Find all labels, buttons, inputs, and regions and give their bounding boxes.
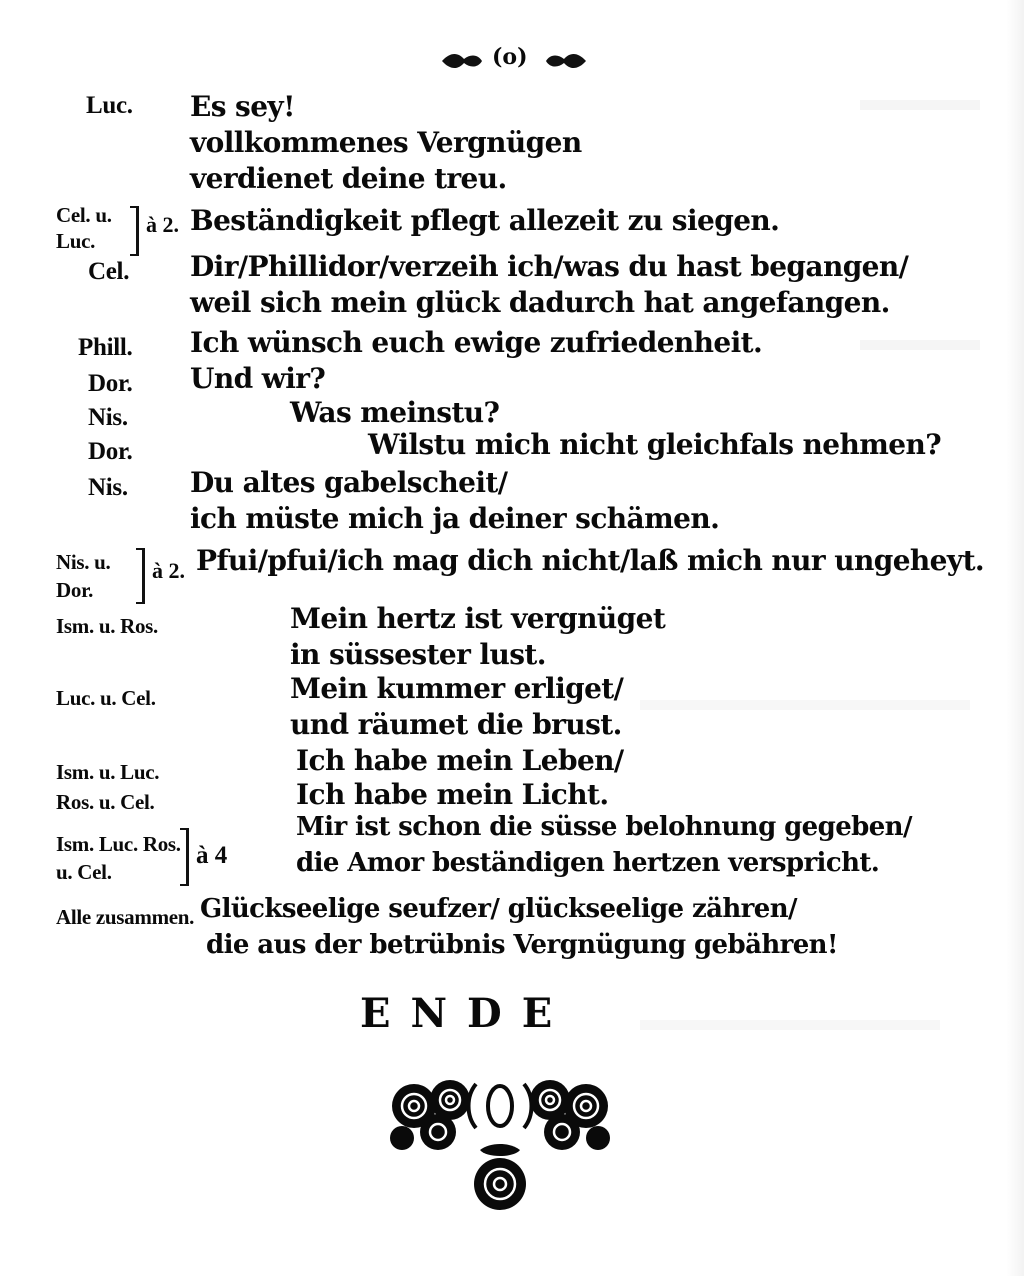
- speaker-label: Dor.: [88, 370, 133, 397]
- speaker-label: Nis.: [88, 474, 128, 501]
- ensemble-bracket: [180, 828, 189, 886]
- ensemble-marker: à 2.: [146, 212, 179, 237]
- verse-line: vollkommenes Vergnügen: [190, 126, 582, 159]
- speaker-label: Luc. u. Cel.: [56, 686, 156, 710]
- verse-line: und räumet die brust.: [290, 708, 622, 741]
- verse-line: Mein hertz ist vergnüget: [290, 602, 666, 635]
- verse-line: verdienet deine treu.: [190, 162, 507, 195]
- page-edge-shadow: [1006, 0, 1024, 1276]
- ende-title: ENDE: [360, 990, 573, 1037]
- page-number: (o): [492, 44, 528, 70]
- verse-line: Pfui/pfui/ich mag dich nicht/laß mich nur ungeheyt.: [196, 544, 985, 577]
- speaker-label: Dor.: [88, 438, 133, 465]
- ensemble-bracket: [130, 206, 139, 256]
- speaker-label: Cel. u. Luc.: [56, 203, 112, 253]
- verse-line: in süssester lust.: [290, 638, 546, 671]
- verse-line: Dir/Phillidor/verzeih ich/was du hast begangen/: [190, 250, 909, 283]
- page-header: [440, 44, 590, 78]
- verse-line: Ich wünsch euch ewige zufriedenheit.: [190, 326, 763, 359]
- ensemble-marker: à 2.: [152, 558, 185, 583]
- verse-line: Was meinstu?: [290, 396, 500, 429]
- speaker-label: Alle zusammen.: [56, 905, 195, 929]
- speaker-label: Ism. u. Ros.: [56, 614, 159, 638]
- verse-line: ich müste mich ja deiner schämen.: [190, 502, 720, 535]
- verse-line: die aus der betrübnis Vergnügung gebähren!: [206, 930, 838, 960]
- ensemble-bracket: [136, 548, 145, 604]
- verse-line: Es sey!: [190, 90, 295, 123]
- speaker-label: Ism. Luc. Ros. u. Cel.: [56, 832, 181, 884]
- verse-line: Ich habe mein Leben/: [296, 744, 624, 777]
- speaker-label: Nis.: [88, 404, 128, 431]
- verse-line: Und wir?: [190, 362, 326, 395]
- speaker-label: Ism. u. Luc.: [56, 760, 160, 784]
- verse-line: Wilstu mich nicht gleichfals nehmen?: [368, 428, 942, 461]
- ensemble-marker: à 4: [196, 842, 228, 869]
- verse-line: Du altes gabelscheit/: [190, 466, 508, 499]
- rosette-vignette-icon: [380, 1062, 620, 1212]
- speaker-label: Nis. u. Dor.: [56, 550, 111, 602]
- verse-line: Mein kummer erliget/: [290, 672, 624, 705]
- fleuron-right-icon: [544, 50, 588, 72]
- verse-line: Mir ist schon die süsse belohnung gegeben/: [296, 812, 912, 842]
- speaker-label: Ros. u. Cel.: [56, 790, 155, 814]
- speaker-label: Cel.: [88, 258, 130, 285]
- fleuron-left-icon: [440, 50, 484, 72]
- verse-line: weil sich mein glück dadurch hat angefangen.: [190, 286, 890, 319]
- verse-line: Beständigkeit pflegt allezeit zu siegen.: [190, 204, 780, 237]
- verse-line: die Amor beständigen hertzen verspricht.: [296, 848, 880, 878]
- verse-line: Glückseelige seufzer/ glückseelige zähren/: [200, 894, 797, 924]
- speaker-label: Phill.: [78, 334, 133, 361]
- verse-line: Ich habe mein Licht.: [296, 778, 609, 811]
- speaker-label: Luc.: [86, 92, 133, 119]
